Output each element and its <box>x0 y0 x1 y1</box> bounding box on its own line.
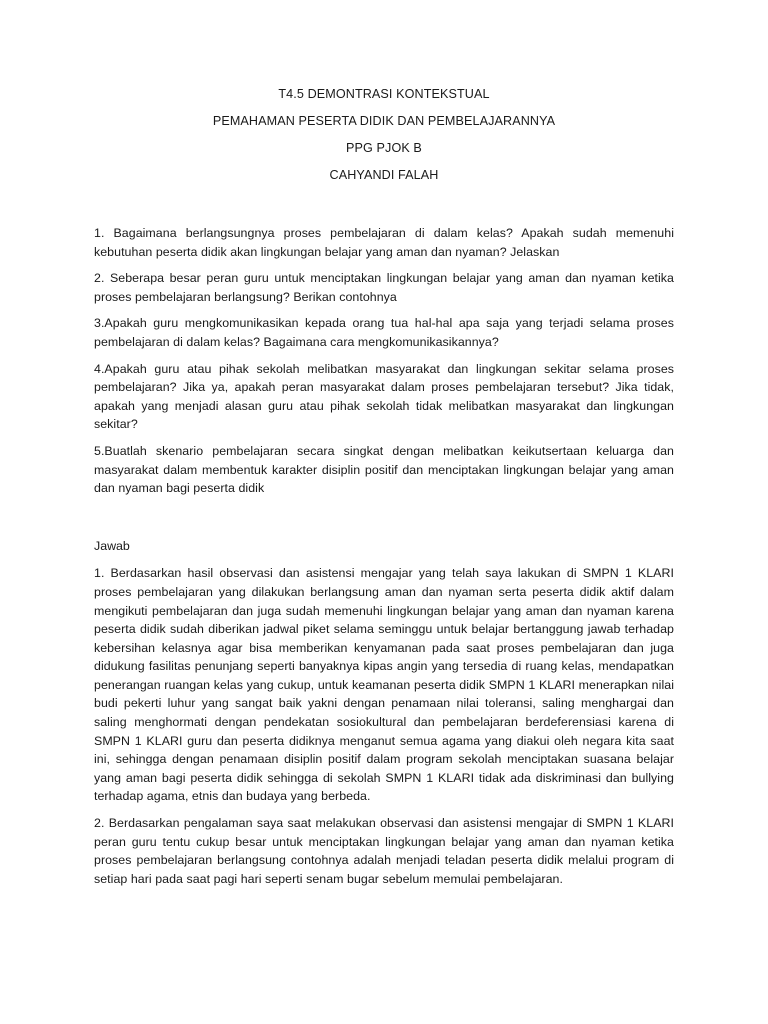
question-item: 3.Apakah guru mengkomunikasikan kepada orang tua hal-hal apa saja yang terjadi selama proses pembelajaran di dalam kelas? Bagaimana cara mengkomunikasikannya? <box>94 316 674 349</box>
document-body <box>94 224 674 896</box>
answer-heading: Jawab <box>94 538 130 553</box>
answer-item: 2. Berdasarkan pengalaman saya saat melakukan observasi dan asistensi mengajar di SMPN 1 KLARI peran guru tentu cukup besar untuk menciptakan lingkungan belajar yang aman dan nyaman ketika proses pembelajaran berlangsung contohnya adalah menjadi teladan peserta didik melalui program di setiap hari pada saat pagi hari seperti senam bugar sebelum memulai pembelajaran. <box>94 816 674 886</box>
document-author: CAHYANDI FALAH <box>329 168 439 182</box>
question-item: 1. Bagaimana berlangsungnya proses pembelajaran di dalam kelas? Apakah sudah memenuhi kebutuhan peserta didik akan lingkungan belajar yang aman dan nyaman? Jelaskan <box>94 226 674 259</box>
question-item: 4.Apakah guru atau pihak sekolah melibatkan masyarakat dan lingkungan sekitar selama proses pembelajaran? Jika ya, apakah peran masyarakat dalam proses pembelajaran tersebut? Jika tidak, apakah yang menjadi alasan guru atau pihak sekolah tidak melibatkan masyarakat dan lingkungan sekitar? <box>94 361 674 432</box>
question-item: 5.Buatlah skenario pembelajaran secara singkat dengan melibatkan keikutsertaan keluarga dan masyarakat dalam membentuk karakter disiplin positif dan menciptakan lingkungan belajar yang aman dan nyaman bagi peserta didik <box>94 443 674 496</box>
question-list <box>94 224 674 498</box>
document-subtitle: PEMAHAMAN PESERTA DIDIK DAN PEMBELAJARANNYA <box>212 114 556 128</box>
answer-item: 1. Berdasarkan hasil observasi dan asistensi mengajar yang telah saya lakukan di SMPN 1 KLARI proses pembelajaran yang dilakukan berlangsung aman dan nyaman serta peserta didik aktif dalam mengikuti pembelajaran dan juga sudah memenuhi lingkungan belajar yang aman dan nyaman karena peserta didik sudah diberikan jadwal piket selama seminggu untuk belajar bertanggung jawab terhadap kebersihan kelasnya agar bisa memberikan kenyamanan pada saat proses pembelajaran dan juga didukung fasilitas penunjang seperti banyaknya kipas angin yang tersedia di ruang kelas, mendapatkan penerangan ruangan kelas yang cukup, untuk keamanan peserta didik SMPN 1 KLARI menerapkan nilai budi pekerti luhur yang sangat baik yakni dengan penamaan nilai toleransi, saling menghargai dan saling menghormati dengan pendekatan sosiokultural dan pembelajaran berdeferensiasi karena di SMPN 1 KLARI guru dan peserta didiknya menganut semua agama yang diakui oleh negara kita saat ini, sehingga dengan penamaan disiplin positif dalam program sekolah menciptakan suasana belajar yang aman bagi peserta didik sehingga di sekolah SMPN 1 KLARI tidak ada diskriminasi dan bullying terhadap agama, etnis dan budaya yang berbeda. <box>94 566 674 804</box>
answer-list <box>94 564 674 888</box>
document-class: PPG PJOK B <box>346 141 422 155</box>
document-header <box>94 86 674 194</box>
question-item: 2. Seberapa besar peran guru untuk menciptakan lingkungan belajar yang aman dan nyaman ketika proses pembelajaran berlangsung? Berikan contohnya <box>94 271 674 304</box>
document-title: T4.5 DEMONTRASI KONTEKSTUAL <box>278 87 490 101</box>
